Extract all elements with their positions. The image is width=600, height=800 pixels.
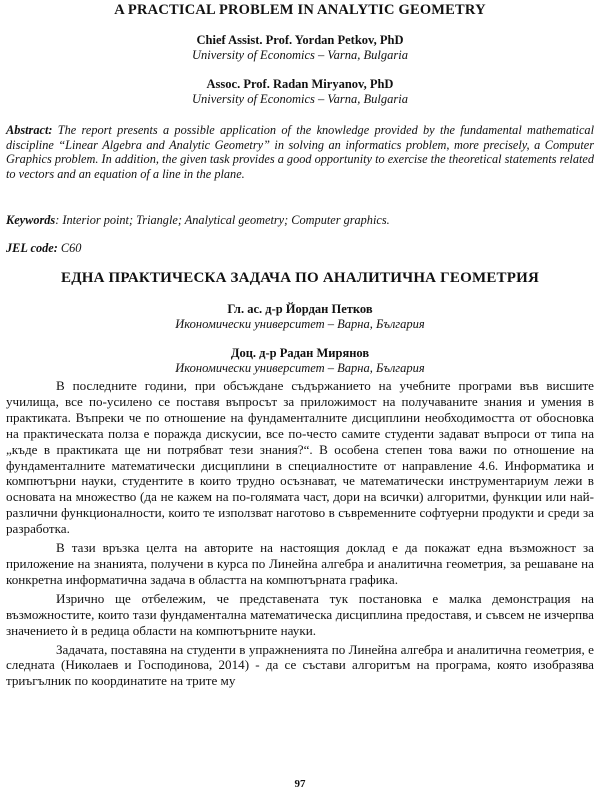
body-paragraph: Изрично ще отбележим, че представената тук постановка е малка демонстрация на възможностите, които тази фундаментална математическа дисциплина предоставя, и съвсем не изчерпва значението ѝ в редица области на компютърните науки. (6, 590, 594, 638)
author-affiliation: University of Economics – Varna, Bulgaria (192, 48, 408, 62)
author-block-en-2 (0, 77, 600, 107)
body-text (6, 378, 594, 692)
body-paragraph: Задачата, поставяна на студенти в упражненията по Линейна алгебра и аналитична геометрия, е следната (Николаев и Господинова, 2014) - да се състави алгоритъм на програма, която изобразява триъгълник по координатите на трите му (6, 641, 594, 689)
author-block-en-1 (0, 33, 600, 63)
author-block-bg-2 (0, 346, 600, 376)
abstract-label: Abstract: (6, 123, 53, 137)
paper-title-bg: ЕДНА ПРАКТИЧЕСКА ЗАДАЧА ПО АНАЛИТИЧНА ГЕОМЕТРИЯ (60, 270, 540, 286)
jel-code (6, 241, 594, 256)
abstract (6, 123, 594, 181)
author-block-bg-1 (0, 302, 600, 332)
page-number: 97 (294, 778, 306, 790)
body-paragraph: В тази връзка целта на авторите на настоящия доклад е да покажат една възможност за приложение на знанията, получени в курса по Линейна алгебра и аналитична геометрия, за решаване на конкретна информатична задача в областта на компютърната графика. (6, 540, 594, 587)
author-name: Chief Assist. Prof. Yordan Petkov, PhD (196, 33, 404, 47)
keywords (6, 213, 594, 228)
keywords-text: : Interior point; Triangle; Analytical geometry; Computer graphics. (55, 213, 390, 227)
author-name: Assoc. Prof. Radan Miryanov, PhD (206, 77, 394, 91)
author-name: Доц. д-р Радан Мирянов (230, 346, 370, 360)
author-affiliation: Икономически университет – Варна, България (175, 361, 425, 375)
abstract-text: The report presents a possible application of the knowledge provided by the fundamental mathematical discipline “Linear Algebra and Analytic Geometry” in solving an informatics problem, more precisely, a Computer Graphics problem. In addition, the given task provides a good opportunity to exercise the theoretical statements related to vectors and an equation of a line in the plane. (6, 123, 594, 181)
author-affiliation: University of Economics – Varna, Bulgaria (192, 92, 408, 106)
jel-label: JEL code: (6, 241, 58, 255)
jel-value: C60 (57, 241, 82, 255)
keywords-label: Keywords (6, 213, 56, 227)
paper-title-en: A PRACTICAL PROBLEM IN ANALYTIC GEOMETRY (114, 2, 486, 18)
body-paragraph: В последните години, при обсъждане съдържанието на учебните програми във висшите училища, все по-усилено се поставя въпросът за приложимост на получаваните знания и умения в практиката. Въпреки че по отношение на фундаменталните дисциплини необходимостта от обосновка на практическата полза е поражда дискусии, все по-често самите студенти задават въпроси от типа на „къде в практиката ще ни потрябват тези знания?“. В особена степен това важи по отношение на фундаменталните математически дисциплини в специалностите от направление 4.6. Информатика и компютърни науки, студентите в които трудно осъзнават, че математически инструментариум лежи в основата на множество (да не кажем на по-голямата част, дори на всички) алгоритми, функции или най-различни функционалности, които те използват наготово в съвременните софтуерни продукти и среди за разработка. (6, 378, 594, 537)
author-affiliation: Икономически университет – Варна, България (175, 317, 425, 331)
author-name: Гл. ас. д-р Йордан Петков (227, 302, 373, 316)
